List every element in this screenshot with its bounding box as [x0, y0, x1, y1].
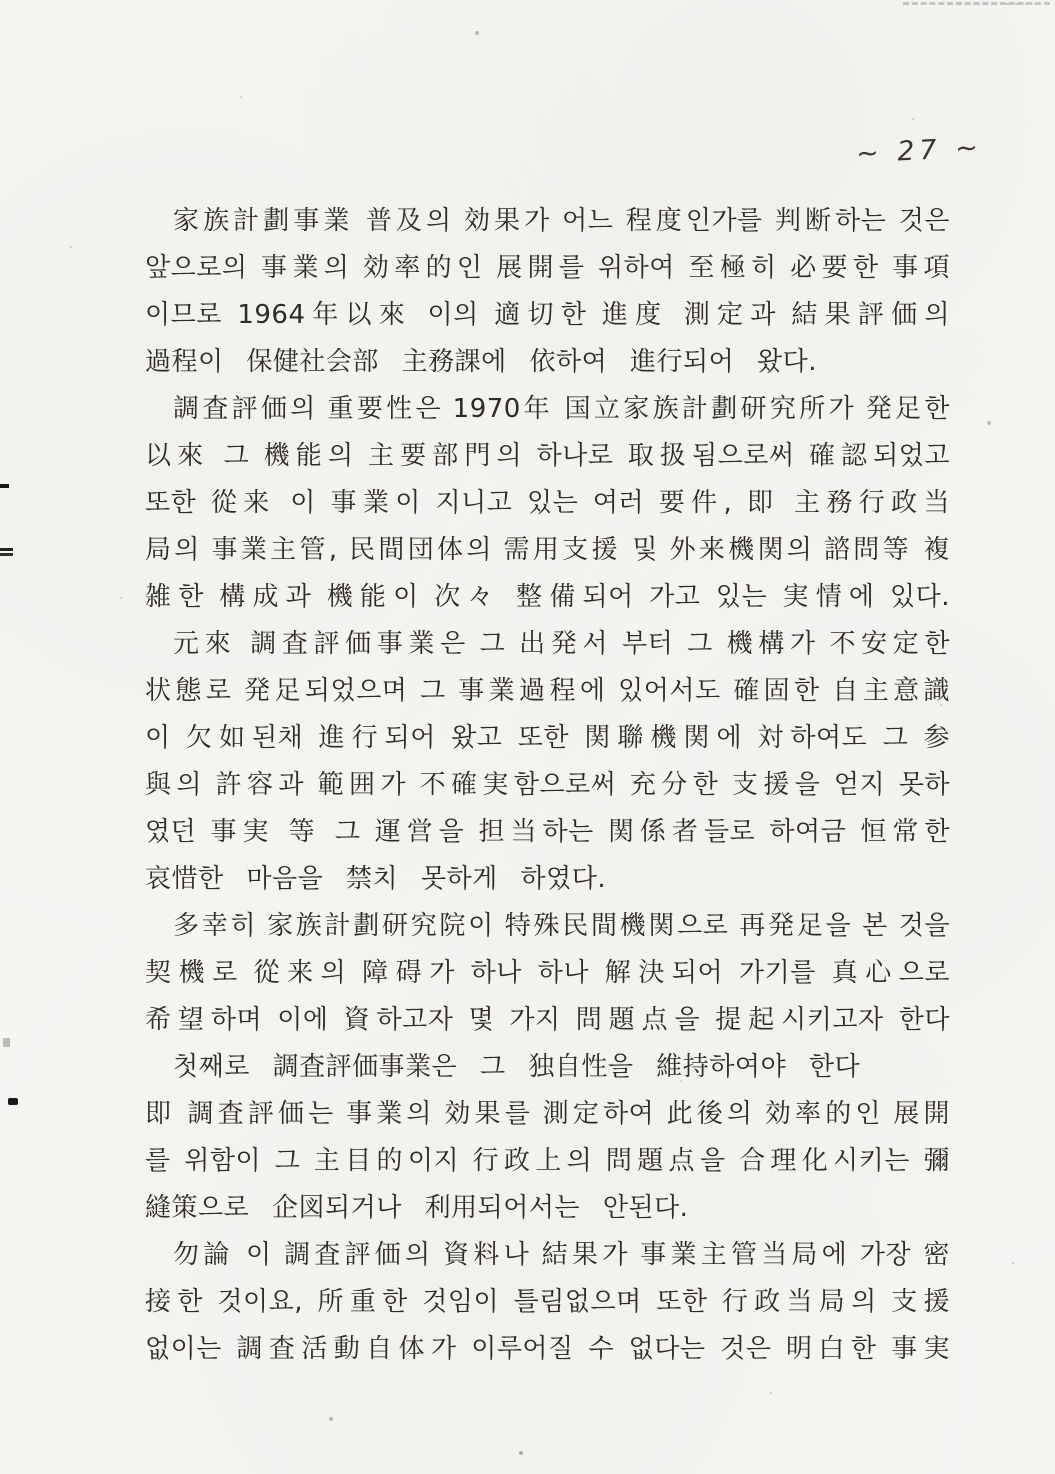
text-line: 與의 許容과 範囲가 不確実함으로써 充分한 支援을 얻지 못하: [145, 770, 950, 800]
text-line: 雑한 構成과 機能이 次々 整備되어 가고 있는 実情에 있다.: [145, 582, 950, 612]
margin-smudge: [3, 1038, 10, 1047]
scan-noise-specks: [0, 0, 2, 2]
text-line: 勿論 이 調査評価의 資料나 結果가 事業主管当局에 가장 密: [173, 1240, 950, 1270]
text-line: 以來 그 機能의 主要部門의 하나로 取扱됨으로써 確認되었고: [145, 441, 950, 471]
text-line: 이 欠如된채 進行되어 왔고 또한 関聯機関에 対하여도 그 参: [145, 723, 950, 753]
paragraph-4: [145, 903, 950, 1044]
paragraph-1: [145, 198, 950, 386]
text-line: 앞으로의 事業의 効率的인 展開를 위하여 至極히 必要한 事項: [145, 253, 950, 283]
text-line: 를 위함이 그 主目的이지 行政上의 問題点을 合理化시키는 彌: [145, 1146, 950, 1176]
text-line: 元來 調査評価事業은 그 出発서 부터 그 機構가 不安定한: [173, 629, 950, 659]
page-number: ~ 27 ~: [855, 132, 984, 170]
text-line: 希望하며 이에 資하고자 몇 가지 問題点을 提起시키고자 한다: [145, 1005, 950, 1035]
text-line: 局의 事業主管, 民間団体의 需用支援 및 外来機関의 諮問等 複: [145, 535, 950, 565]
text-line: 또한 從来 이 事業이 지니고 있는 여러 要件, 即 主務行政当: [145, 488, 950, 518]
text-line: 調査評価의 重要性은 1970年 国立家族計劃研究所가 発足한: [173, 394, 950, 424]
paragraph-6: [145, 1232, 950, 1373]
text-line: 없이는 調査活動自体가 이루어질 수 없다는 것은 明白한 事実: [145, 1334, 950, 1364]
text-line: 縫策으로 企図되거나 利用되어서는 안된다.: [145, 1193, 689, 1223]
text-line: 첫째로 調査評価事業은 그 独自性을 維持하여야 한다: [173, 1052, 861, 1082]
text-line: 契機로 從来의 障碍가 하나 하나 解決되어 가기를 真心으로: [145, 958, 950, 988]
text-line: 哀惜한 마음을 禁치 못하게 하였다.: [145, 864, 607, 894]
margin-ink-blob: [8, 1098, 18, 1105]
margin-mark-double-dash: [0, 548, 13, 551]
paragraph-3: [145, 621, 950, 903]
text-line: 이므로 1964年以來 이의 適切한 進度 測定과 結果評価의: [145, 300, 950, 330]
scan-artifact-dashes-2: [1006, 3, 1050, 5]
text-line: 家族計劃事業 普及의 効果가 어느 程度인가를 判断하는 것은: [173, 206, 950, 236]
document-body: [145, 198, 950, 1373]
text-line: 多幸히 家族計劃研究院이 特殊民間機関으로 再発足을 본 것을: [173, 911, 950, 941]
paragraph-5-heading: [145, 1044, 950, 1091]
text-line: 即 調査評価는 事業의 効果를 測定하여 此後의 効率的인 展開: [145, 1099, 950, 1129]
text-line: 過程이 保健社会部 主務課에 依하여 進行되어 왔다.: [145, 347, 818, 377]
text-line: 였던 事実 等 그 運営을 担当하는 関係者들로 하여금 恒常한: [145, 817, 950, 847]
margin-mark-dash: [0, 484, 9, 488]
paragraph-5-body: [145, 1091, 950, 1232]
paragraph-2: [145, 386, 950, 621]
text-line: 接한 것이요, 所重한 것임이 틀림없으며 또한 行政当局의 支援: [145, 1287, 950, 1317]
text-line: 状態로 発足되었으며 그 事業過程에 있어서도 確固한 自主意識: [145, 676, 950, 706]
